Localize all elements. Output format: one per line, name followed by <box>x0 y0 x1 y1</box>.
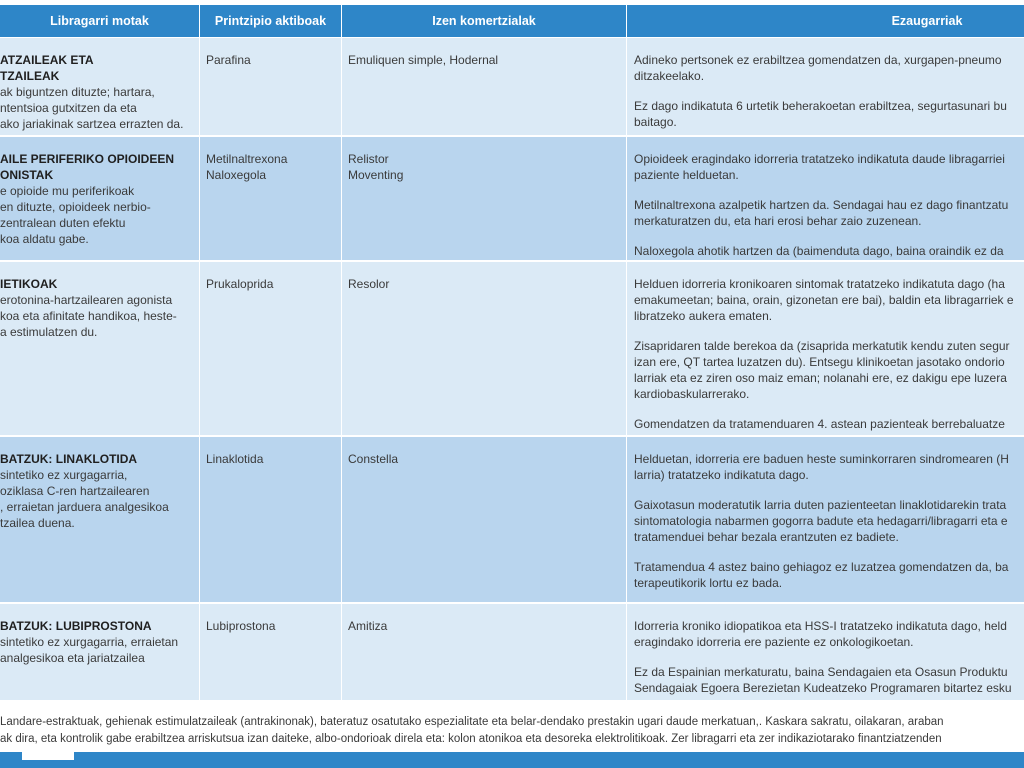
features-cell <box>634 151 1024 273</box>
feature-paragraph <box>634 664 1024 696</box>
active-ingredient: Naloxegola <box>206 168 267 182</box>
table-header <box>0 5 1024 37</box>
feature-line: Gomendatzen da tratamenduaren 4. astean pazienteak berrebaluatze <box>634 417 1005 431</box>
drug-type-description: sintetiko ez xurgagarria, erraietan <box>0 635 179 649</box>
table-row <box>0 437 1024 602</box>
feature-paragraph <box>634 618 1024 650</box>
feature-line: paziente helduetan. <box>634 168 739 182</box>
feature-line: sintomatologia nabarmen gogorra badute eta hedagarri/libragarri eta e <box>634 514 1008 528</box>
feature-line: merkaturatzen du, eta hari erosi behar zaio zuzenean. <box>634 214 922 228</box>
feature-line: emakumeetan; baina, orain, gizonetan ere bai), baldin eta libragarriek e <box>634 293 1014 307</box>
feature-line: izan ere, QT tartea luzatzen du). Entsegu klinikoetan jasotako ondorio <box>634 355 1005 369</box>
feature-line: baitago. <box>634 115 677 129</box>
footnote <box>0 714 1024 748</box>
feature-paragraph <box>634 243 1024 259</box>
drug-type-cell <box>0 618 192 666</box>
header-drug-types: Libragarri motak <box>50 14 149 28</box>
feature-paragraph <box>634 197 1024 229</box>
drug-type-title: ONISTAK <box>0 168 54 182</box>
drug-type-description: oziklasa C-ren hartzailearen <box>0 484 150 498</box>
feature-line: Gaixotasun moderatutik larria duten pazienteetan linaklotidarekin trata <box>634 498 1007 512</box>
brand-name: Amitiza <box>348 619 388 633</box>
feature-line: Tratamendua 4 astez baino gehiagoz ez luzatzea gomendatzen da, ba <box>634 560 1009 574</box>
table-row <box>0 137 1024 260</box>
brand-name: Resolor <box>348 277 390 291</box>
active-ingredient: Linaklotida <box>206 452 264 466</box>
header-features: Ezaugarriak <box>891 14 963 28</box>
feature-paragraph <box>634 276 1024 324</box>
active-ingredient-cell <box>206 451 336 467</box>
brand-name: Constella <box>348 452 399 466</box>
features-cell <box>634 52 1024 144</box>
feature-line: tratamenduei behar bezala erantzuten ez badiete. <box>634 530 899 544</box>
table-row <box>0 38 1024 135</box>
feature-line: libratzeko aukera ematen. <box>634 309 773 323</box>
brand-name-cell <box>348 451 620 467</box>
table-row <box>0 262 1024 435</box>
feature-line: Zisapridaren talde berekoa da (zisaprida merkatutik kendu zuten segur <box>634 339 1010 353</box>
feature-line: Metilnaltrexona azalpetik hartzen da. Sendagai hau ez dago finantzatu <box>634 198 1009 212</box>
brand-name: Emuliquen simple, Hodernal <box>348 53 499 67</box>
active-ingredient-cell <box>206 618 336 634</box>
feature-line: larriak eta ez ziren oso maiz eman; nolanahi ere, ez dakigu epe luzera <box>634 371 1007 385</box>
feature-line: Helduen idorreria kronikoaren sintomak tratatzeko indikatuta dago (ha <box>634 277 1005 291</box>
feature-paragraph <box>634 559 1024 591</box>
feature-line: terapeutikorik lortu ez bada. <box>634 576 783 590</box>
active-ingredient: Parafina <box>206 53 251 67</box>
brand-name-cell <box>348 276 620 292</box>
feature-line: Helduetan, idorreria ere baduen heste suminkorraren sindromearen (H <box>634 452 1009 466</box>
drug-type-description: , erraietan jarduera analgesikoa <box>0 500 169 514</box>
header-brand-names: Izen komertzialak <box>432 14 536 28</box>
features-cell <box>634 618 1024 710</box>
bottom-tab-marker <box>22 752 74 760</box>
drug-type-title: AILE PERIFERIKO OPIOIDEEN <box>0 152 175 166</box>
drug-type-description: en dituzte, opioideek nerbio- <box>0 200 151 214</box>
drug-type-description: sintetiko ez xurgagarria, <box>0 468 128 482</box>
drug-type-title: BATZUK: LINAKLOTIDA <box>0 452 138 466</box>
active-ingredient: Lubiprostona <box>206 619 276 633</box>
column-divider <box>626 5 627 700</box>
drug-type-cell <box>0 151 192 247</box>
drug-type-title: TZAILEAK <box>0 69 60 83</box>
brand-name-cell <box>348 52 620 68</box>
drug-type-description: analgesikoa eta jariatzailea <box>0 651 145 665</box>
feature-line: Ez dago indikatuta 6 urtetik beherakoetan erabiltzea, segurtasunari bu <box>634 99 1007 113</box>
feature-paragraph <box>634 451 1024 483</box>
drug-type-description: erotonina-hartzailearen agonista <box>0 293 173 307</box>
drug-type-cell <box>0 451 192 531</box>
feature-line: Ez da Espainian merkaturatu, baina Sendagaien eta Osasun Produktu <box>634 665 1008 679</box>
active-ingredient: Prukaloprida <box>206 277 274 291</box>
active-ingredient-cell <box>206 151 336 183</box>
feature-line: eragindako idorreria ere paziente ez onkologikoetan. <box>634 635 914 649</box>
feature-paragraph <box>634 52 1024 84</box>
drug-type-title: BATZUK: LUBIPROSTONA <box>0 619 152 633</box>
drug-type-description: ntentsioa gutxitzen da eta <box>0 101 137 115</box>
column-divider <box>199 5 200 700</box>
bottom-bar <box>0 752 1024 768</box>
drug-type-title: ATZAILEAK ETA <box>0 53 94 67</box>
column-divider <box>341 5 342 700</box>
table-row <box>0 604 1024 700</box>
feature-line: kardiobaskularrerako. <box>634 387 750 401</box>
drug-type-cell <box>0 52 192 132</box>
feature-line: Naloxegola ahotik hartzen da (baimenduta dago, baina oraindik ez da <box>634 244 1004 258</box>
brand-name-cell <box>348 618 620 634</box>
drug-type-description: tzailea duena. <box>0 516 75 530</box>
feature-line: Idorreria kroniko idiopatikoa eta HSS-I tratatzeko indikatuta dago, held <box>634 619 1007 633</box>
header-active-ingredients: Printzipio aktiboak <box>214 14 327 28</box>
drug-type-description: a estimulatzen du. <box>0 325 98 339</box>
row-separator <box>0 700 1024 702</box>
active-ingredient-cell <box>206 52 336 68</box>
drug-type-description: ak biguntzen dituzte; hartara, <box>0 85 155 99</box>
feature-line: ditzakeelako. <box>634 69 705 83</box>
feature-line: Adineko pertsonek ez erabiltzea gomendatzen da, xurgapen-pneumo <box>634 53 1002 67</box>
brand-name-cell <box>348 151 620 183</box>
brand-name: Relistor <box>348 152 389 166</box>
drug-type-description: e opioide mu periferikoak <box>0 184 135 198</box>
active-ingredient-cell <box>206 276 336 292</box>
drug-type-title: IETIKOAK <box>0 277 58 291</box>
feature-line: Opioideek eragindako idorreria tratatzeko indikatuta daude libragarriei <box>634 152 1005 166</box>
drug-type-description: ako jariakinak sartzea errazten da. <box>0 117 184 131</box>
feature-paragraph <box>634 338 1024 402</box>
drug-type-cell <box>0 276 192 340</box>
feature-line: larria) tratatzeko indikatuta dago. <box>634 468 809 482</box>
drug-type-description: koa eta afinitate handikoa, heste- <box>0 309 177 323</box>
active-ingredient: Metilnaltrexona <box>206 152 288 166</box>
feature-paragraph <box>634 497 1024 545</box>
feature-line: Sendagaiak Egoera Berezietan Kudeatzeko Programaren bitartez esku <box>634 681 1012 695</box>
feature-paragraph <box>634 98 1024 130</box>
drug-type-description: zentralean duten efektu <box>0 216 126 230</box>
footnote-line: Landare-estraktuak, gehienak estimulatzaileak (antrakinonak), bateratuz osatutako espezialitate eta belar-dendako prestakin ugari daude merkatuan,. Kaskara sakratu, oilakaran, araban <box>0 716 944 728</box>
brand-name: Moventing <box>348 168 404 182</box>
feature-paragraph <box>634 151 1024 183</box>
footnote-line: ak dira, eta kontrolik gabe erabiltzea arriskutsua izan daiteke, albo-ondorioak direla eta: kolon atonikoa eta desoreka elektrolitikoak. Zer libragarri eta zer indikaziotarako finantziatzenden <box>0 733 942 745</box>
drug-type-description: koa aldatu gabe. <box>0 232 89 246</box>
